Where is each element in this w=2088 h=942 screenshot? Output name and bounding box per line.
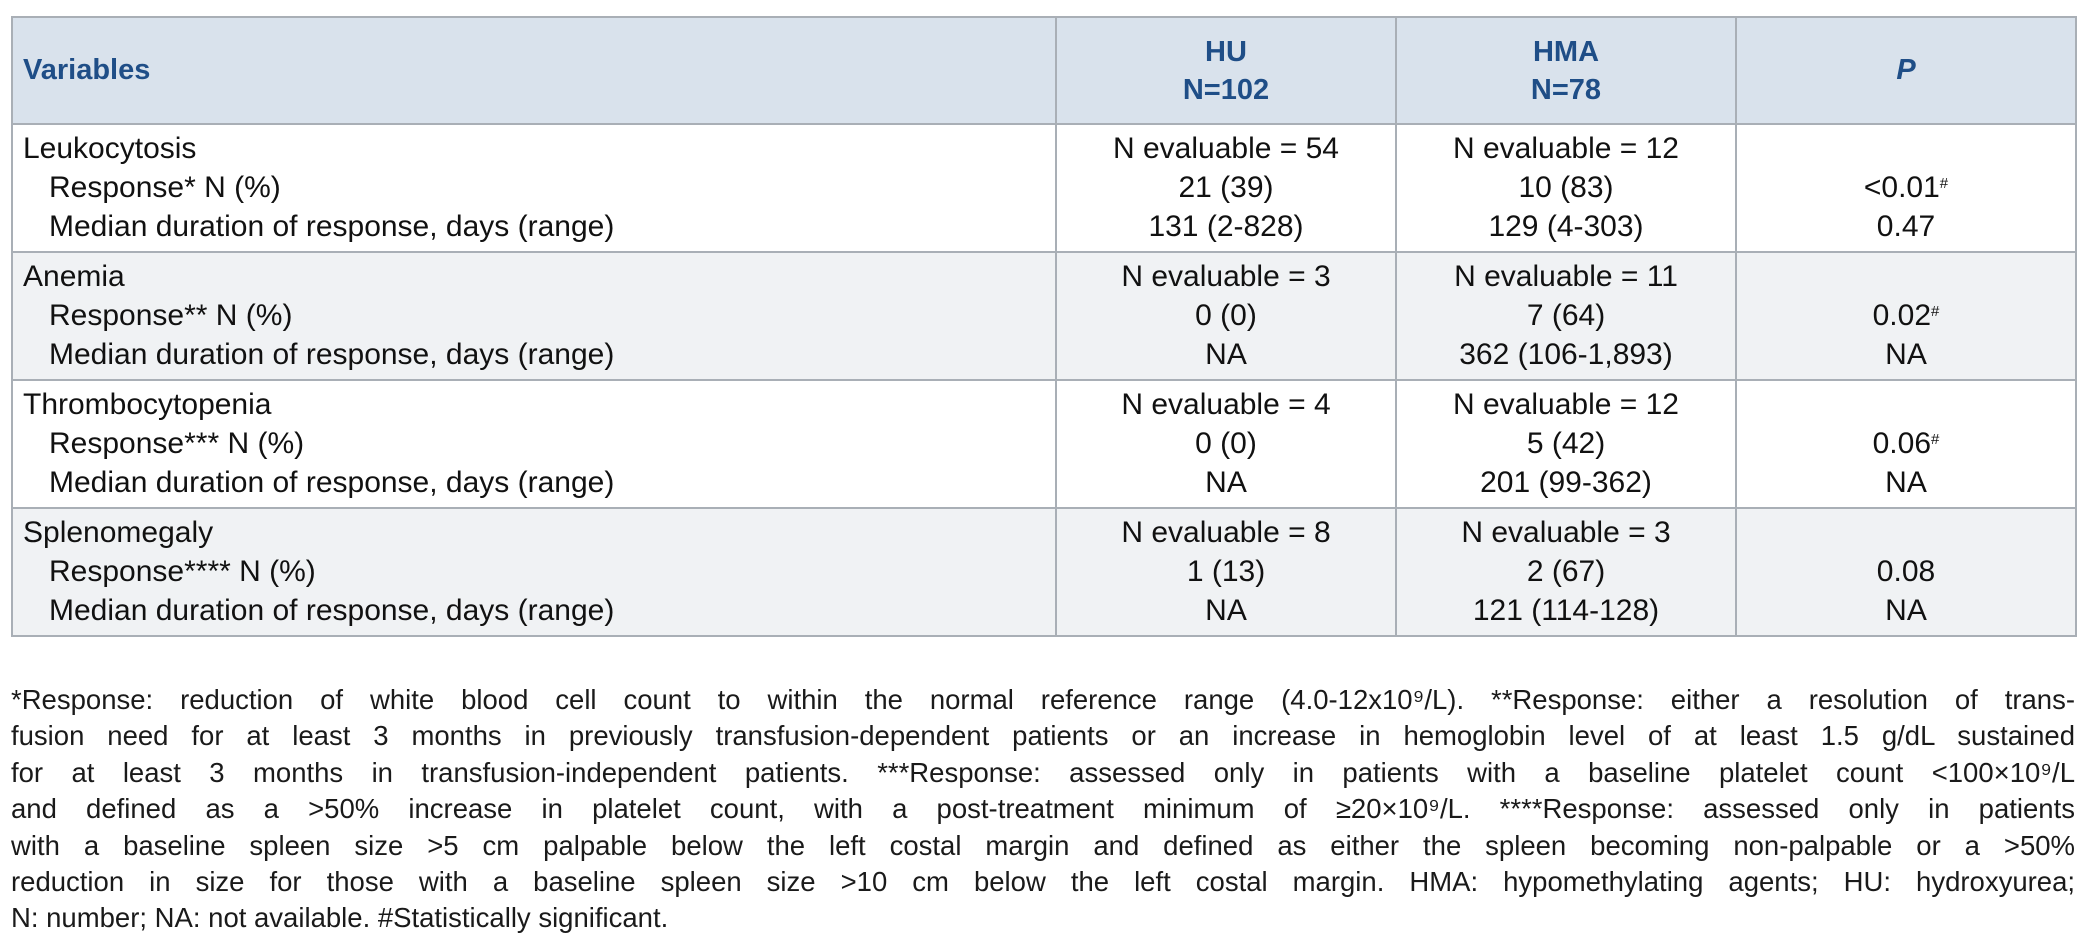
hma-cell [1396,252,1736,380]
p-blank [1737,129,2075,168]
significance-mark: # [1931,431,1940,448]
footnote-line: *Response: reduction of white blood cell count to within the normal reference range (4.0-12x10⁹/L). **Response: either a resolution of trans- [11,684,2075,715]
hma-evaluable: N evaluable = 11 [1454,260,1678,293]
hma-evaluable: N evaluable = 12 [1453,388,1679,421]
row-title: Splenomegaly [23,516,214,549]
hu-cell [1056,380,1396,508]
row-title: Leukocytosis [23,132,197,165]
footnote-line: and defined as a >50% increase in platelet count, with a post-treatment minimum of ≥20×10⁹/L. ****Response: assessed only in patients [11,793,2075,825]
hu-response: 1 (13) [1186,555,1266,588]
p-duration: NA [1885,466,1927,499]
header-hu-n: N=102 [1182,73,1270,106]
footnote-line: for at least 3 months in transfusion-independent patients. ***Response: assessed only in patients with a baseline platelet count <100×10⁹/L [11,756,2075,788]
hu-evaluable: N evaluable = 54 [1113,132,1339,165]
p-duration: 0.47 [1876,210,1936,243]
p-response-value: 0.06 [1872,427,1932,460]
hma-evaluable: N evaluable = 3 [1461,516,1671,549]
p-response [1737,168,2075,207]
hu-response: 0 (0) [1195,299,1257,332]
significance-mark: # [1939,175,1949,192]
hma-cell [1396,124,1736,252]
hu-duration: 131 (2-828) [1148,210,1304,243]
hma-cell [1396,508,1736,636]
results-table-container [11,16,2075,637]
significance-mark: # [1931,303,1940,320]
table-footnote [11,682,2075,937]
duration-label: Median duration of response, days (range) [49,594,615,627]
duration-label: Median duration of response, days (range) [49,466,615,499]
hu-evaluable: N evaluable = 4 [1121,388,1331,421]
hu-cell [1056,124,1396,252]
p-cell [1736,380,2076,508]
p-blank [1737,513,2075,552]
p-cell [1736,508,2076,636]
hu-response: 0 (0) [1195,427,1257,460]
footnote-line: fusion need for at least 3 months in previously transfusion-dependent patients or an increase in hemoglobin level of at least 1.5 g/dL sustained [11,720,2075,752]
table-row [12,508,2076,636]
footnote-line: reduction in size for those with a baseline spleen size >10 cm below the left costal margin. HMA: hypomethylating agents; HU: hydroxyurea; [11,866,2075,898]
header-hu [1056,17,1396,124]
table-row [12,380,2076,508]
response-label: Response* N (%) [49,171,281,204]
p-cell [1736,252,2076,380]
footnote-line: with a baseline spleen size >5 cm palpable below the left costal margin and defined as either the spleen becoming non-palpable or a >50% [11,829,2075,861]
row-label-cell [12,380,1056,508]
table-row [12,124,2076,252]
hma-duration: 362 (106-1,893) [1459,338,1673,371]
hma-response: 7 (64) [1526,299,1606,332]
hma-response: 10 (83) [1518,171,1614,204]
hu-duration: NA [1205,338,1247,371]
hu-cell [1056,252,1396,380]
hu-response: 21 (39) [1178,171,1274,204]
header-hu-name: HU [1205,35,1247,68]
response-label: Response*** N (%) [49,427,305,460]
p-response-value: 0.02 [1872,299,1932,332]
hma-duration: 129 (4-303) [1488,210,1644,243]
response-label: Response**** N (%) [49,555,316,588]
response-label: Response** N (%) [49,299,293,332]
row-title: Anemia [23,260,125,293]
response-table [11,16,2077,637]
duration-label: Median duration of response, days (range) [49,210,615,243]
hma-response: 2 (67) [1526,555,1606,588]
hma-evaluable: N evaluable = 12 [1453,132,1679,165]
p-response [1737,552,2075,591]
header-hma-name: HMA [1532,35,1600,68]
p-duration: NA [1885,594,1927,627]
table-row [12,252,2076,380]
row-label-cell [12,124,1056,252]
p-blank [1737,257,2075,296]
row-label-cell [12,508,1056,636]
p-response [1737,296,2075,335]
p-cell [1736,124,2076,252]
p-blank [1737,385,2075,424]
p-duration: NA [1885,338,1927,371]
header-variables: Variables [12,17,1056,124]
header-hma [1396,17,1736,124]
p-response-value: <0.01 [1863,171,1940,204]
header-row [12,17,2076,124]
header-hma-n: N=78 [1530,73,1602,106]
hu-duration: NA [1205,466,1247,499]
row-label-cell [12,252,1056,380]
hu-cell [1056,508,1396,636]
hma-duration: 201 (99-362) [1480,466,1652,499]
header-p-value: P [1736,17,2076,124]
hu-evaluable: N evaluable = 3 [1121,260,1331,293]
row-title: Thrombocytopenia [23,388,272,421]
hma-duration: 121 (114-128) [1472,594,1660,627]
hma-response: 5 (42) [1526,427,1606,460]
hu-duration: NA [1205,594,1247,627]
hu-evaluable: N evaluable = 8 [1121,516,1331,549]
footnote-line: N: number; NA: not available. #Statistically significant. [11,902,669,934]
hma-cell [1396,380,1736,508]
duration-label: Median duration of response, days (range) [49,338,615,371]
p-response [1737,424,2075,463]
p-response-value: 0.08 [1876,555,1936,588]
